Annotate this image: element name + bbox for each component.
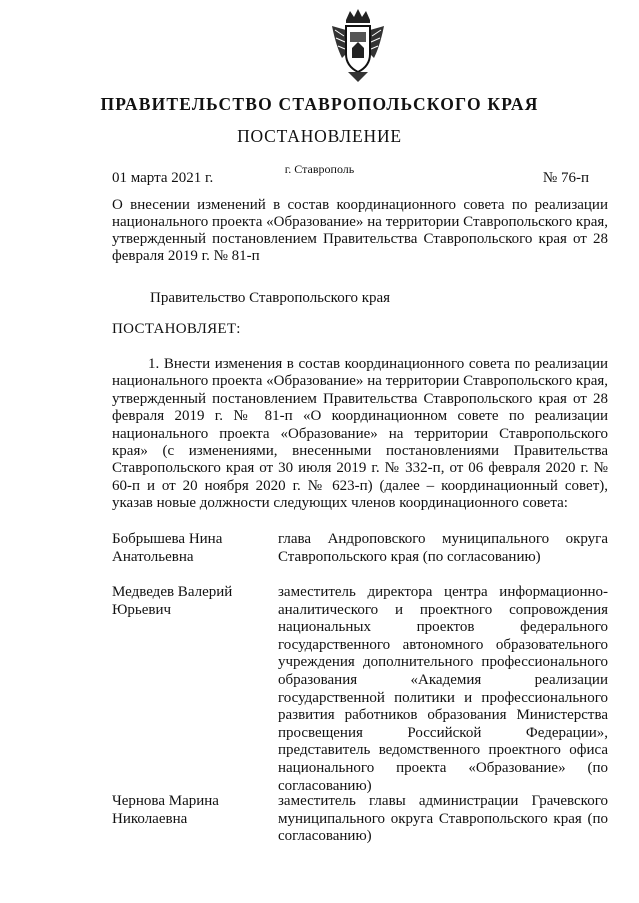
document-subject: О внесении изменений в состав координационного совета по реализации национального проекта «Образование» на территории Ставропольского края, утвержденный постановлением Правительства Ставропольского края от 28 февраля 2019 г. № 81-п xyxy=(112,197,608,264)
issuing-authority: Правительство Ставропольского края xyxy=(150,290,391,306)
member-name: Медведев Валерий Юрьевич xyxy=(112,584,233,618)
member-role: заместитель главы администрации Грачевского муниципального округа Ставропольского края (по согласованию) xyxy=(278,793,608,845)
coat-of-arms-emblem xyxy=(330,6,386,84)
document-type: ПОСТАНОВЛЕНИЕ xyxy=(237,126,402,146)
member-name: Чернова Марина Николаевна xyxy=(112,793,219,827)
document-date: 01 марта 2021 г. xyxy=(112,170,214,186)
paragraph-1: 1. Внести изменения в состав координационного совета по реализации национального проекта «Образование» на территории Ставропольского края, утвержденный постановлением Правительства Ставропольского края от 28 февраля 2019 г. № 81-п «О координационном совете по реализации национального проекта «Образование» на территории Ставропольского края» (с изменениями, внесенными постановлениями Правительства Ставропольского края от 30 июля 2019 г. № 332-п, от 06 февраля 2020 г. № 60-п и от 20 ноября 2020 г. № 623-п) (далее – координационный совет), указав новые должности следующих членов координационного совета: xyxy=(112,356,608,512)
member-role: глава Андроповского муниципального округа Ставропольского края (по согласованию) xyxy=(278,531,608,565)
member-name: Бобрышева Нина Анатольевна xyxy=(112,531,223,565)
document-number: № 76-п xyxy=(542,170,589,186)
decree-word: ПОСТАНОВЛЯЕТ: xyxy=(112,321,241,337)
government-title: ПРАВИТЕЛЬСТВО СТАВРОПОЛЬСКОГО КРАЯ xyxy=(100,94,539,114)
member-role: заместитель директора центра информационно-аналитического и проектного сопровождения национальных проектов федерального государственного автономного образовательного учреждения дополнительного профессионального образования «Академия реализации государственной политики и профессионального развития работников образования Министерства просвещения Российской Федерации», представитель ведомственного проектного офиса национального проекта «Образование» (по согласованию) xyxy=(278,584,608,794)
city: г. Ставрополь xyxy=(284,162,355,176)
